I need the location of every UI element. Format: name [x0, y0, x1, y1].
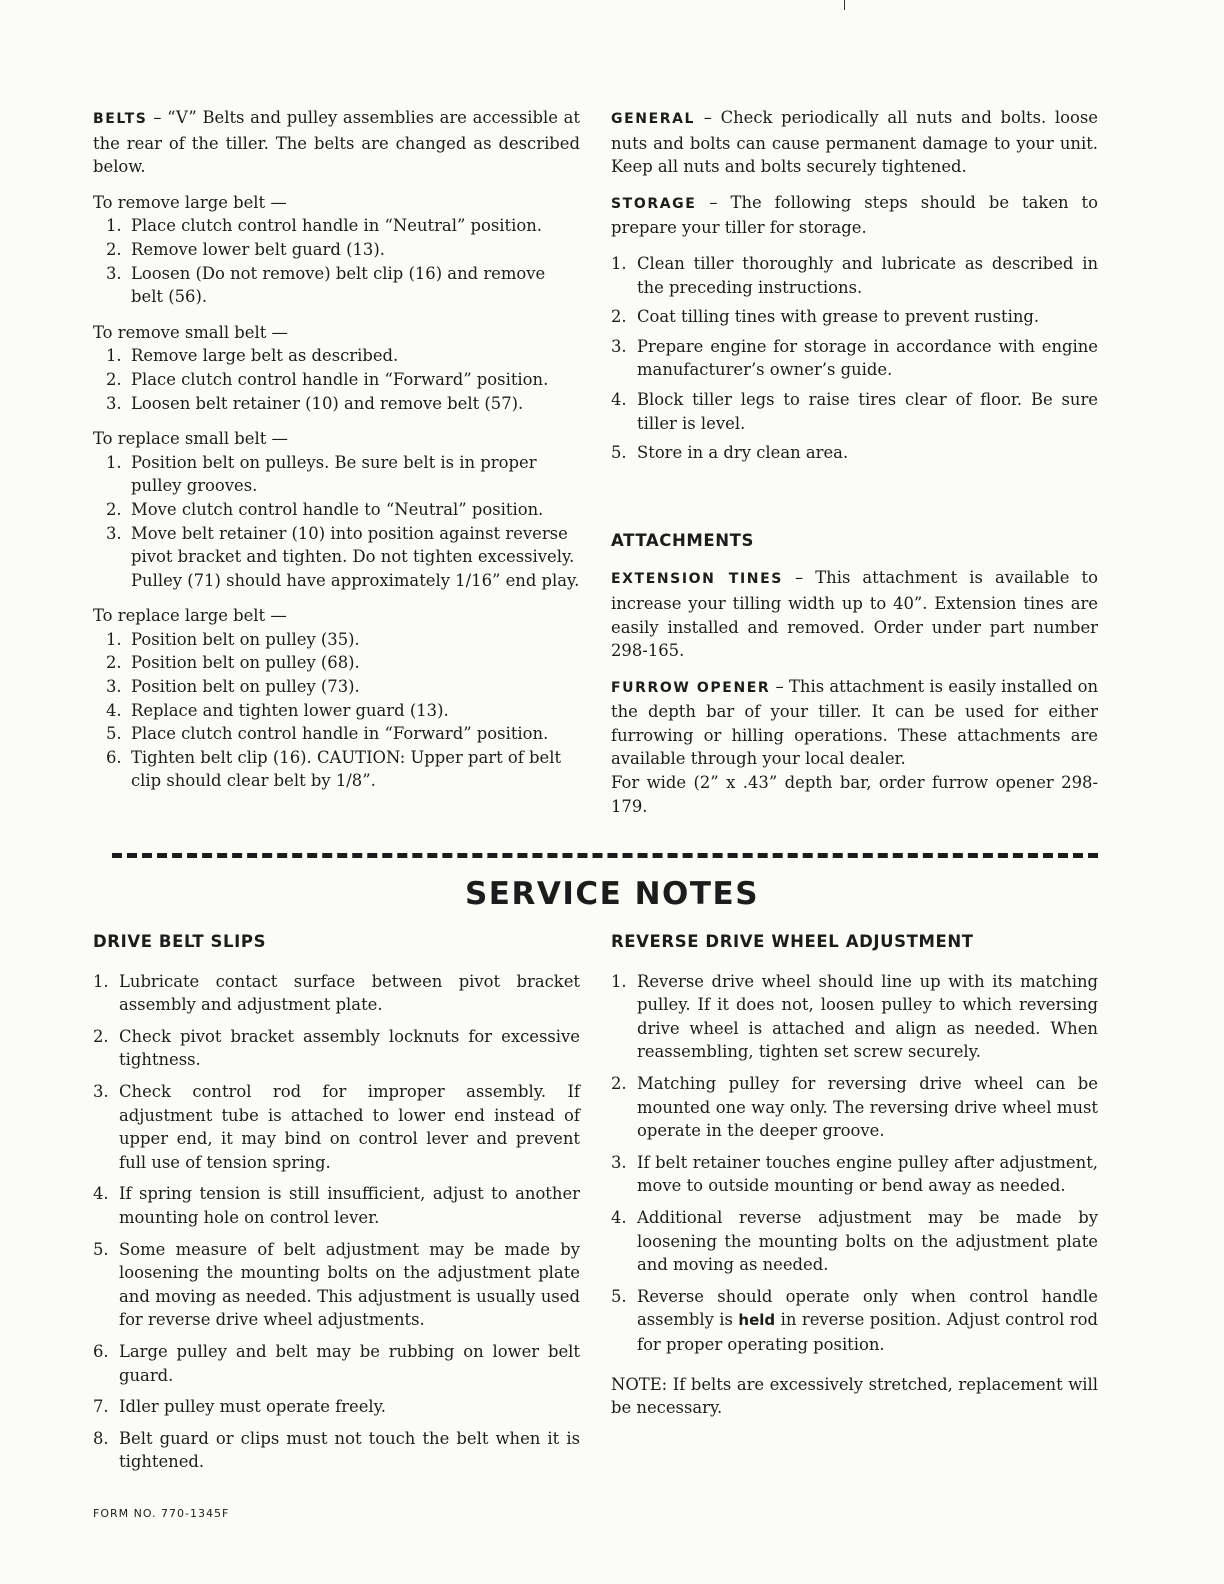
remove-small-belt	[93, 321, 580, 415]
list-item: 2. Move clutch control handle to “Neutral” position.	[106, 499, 544, 519]
list-item: 1. Place clutch control handle in “Neutral” position.	[106, 216, 543, 236]
list-item: 8. Belt guard or clips must not touch the belt when it is tightened.	[93, 1428, 580, 1472]
list-item: 2. Position belt on pulley (68).	[106, 653, 360, 673]
list-item: 3. Check control rod for improper assembly. If adjustment tube is attached to lower end instead of upper end, it may bind on control lever and prevent full use of tension spring.	[93, 1081, 580, 1172]
drive-belt-heading: DRIVE BELT SLIPS	[93, 932, 267, 951]
group-intro: To remove large belt —	[93, 192, 287, 212]
group-intro: To replace large belt —	[93, 606, 287, 626]
extension-tines-paragraph: EXTENSION TINES – This attachment is available to increase your tilling width up to 40”. Extension tines are easily installed and removed. Order under part number 298-165.	[611, 568, 1098, 661]
belts-text: – “V” Belts and pulley assemblies are accessible at the rear of the tiller. The belts are changed as described below.	[93, 108, 580, 177]
attachments-heading: ATTACHMENTS	[611, 530, 755, 550]
list-item: 1. Lubricate contact surface between pivot bracket assembly and adjustment plate.	[93, 971, 580, 1015]
list-item: 3. Position belt on pulley (73).	[106, 677, 360, 697]
list-item: 3. If belt retainer touches engine pulley after adjustment, move to outside mounting or bend away as needed.	[611, 1152, 1098, 1196]
belts-section	[93, 106, 580, 805]
drive-belt-slips-section	[93, 930, 580, 1482]
list-item: 2. Remove lower belt guard (13).	[106, 239, 385, 259]
group-intro: To remove small belt —	[93, 322, 288, 342]
list-item: 7. Idler pulley must operate freely.	[93, 1397, 386, 1417]
general-lead: GENERAL	[611, 111, 696, 127]
group-intro: To replace small belt —	[93, 429, 288, 449]
page-edge-mark	[844, 0, 845, 10]
list-item: 4. If spring tension is still insufficient, adjust to another mounting hole on control lever.	[93, 1184, 580, 1227]
belts-intro	[93, 106, 580, 179]
replace-small-belt	[93, 427, 580, 592]
list-item: 4. Block tiller legs to raise tires clear of floor. Be sure tiller is level.	[611, 389, 1098, 433]
list-item: 2. Check pivot bracket assembly locknuts for excessive tightness.	[93, 1026, 580, 1070]
list-item: 6. Tighten belt clip (16). CAUTION: Upper part of belt clip should clear belt by 1/8”.	[106, 747, 562, 791]
list-item: 1. Clean tiller thoroughly and lubricate as described in the preceding instructions.	[611, 253, 1098, 297]
list-item: 2. Place clutch control handle in “Forward” position.	[106, 369, 549, 389]
list-item: 1. Position belt on pulley (35).	[106, 629, 360, 649]
list-item: 1. Remove large belt as described.	[106, 346, 399, 366]
list-item: 4. Replace and tighten lower guard (13).	[106, 700, 449, 720]
list-item: 4. Additional reverse adjustment may be made by loosening the mounting bolts on the adjustment plate and moving as needed.	[611, 1207, 1098, 1275]
list-item: 2. Coat tilling tines with grease to prevent rusting.	[611, 307, 1040, 327]
list-item: 1. Reverse drive wheel should line up with its matching pulley. If it does not, loosen pulley to which reversing drive wheel is attached and align as needed. When reassembling, tighten set screw securely.	[611, 971, 1098, 1062]
list-item: 1. Position belt on pulleys. Be sure belt is in proper pulley grooves.	[106, 452, 537, 496]
general-paragraph: GENERAL – Check periodically all nuts and bolts. loose nuts and bolts can cause permanent damage to your unit. Keep all nuts and bolts securely tightened.	[611, 108, 1098, 177]
dashed-divider	[112, 853, 1098, 858]
list-item: 2. Matching pulley for reversing drive wheel can be mounted one way only. The reversing drive wheel must operate in the deeper groove.	[611, 1073, 1098, 1141]
list-item: 5. Reverse should operate only when control handle assembly is held in reverse position. Adjust control rod for proper operating position.	[611, 1286, 1098, 1354]
general-storage-section	[611, 106, 1098, 830]
list-item: 3. Loosen (Do not remove) belt clip (16) and remove belt (56).	[106, 263, 546, 307]
list-item: 3. Move belt retainer (10) into position against reverse pivot bracket and tighten. Do not tighten excessively. Pulley (71) should have approximately 1/16” end play.	[106, 523, 580, 590]
remove-large-belt	[93, 191, 580, 309]
reverse-drive-heading: REVERSE DRIVE WHEEL ADJUSTMENT	[611, 932, 974, 951]
furrow-opener-paragraph: FURROW OPENER – This attachment is easily installed on the depth bar of your tiller. It can be used for either furrowing or hilling operations. These attachments are available through your local dealer.	[611, 676, 1099, 769]
list-item: 5. Place clutch control handle in “Forward” position.	[106, 724, 549, 744]
page-title: SERVICE NOTES	[464, 876, 760, 912]
list-item: 5. Some measure of belt adjustment may be made by loosening the mounting bolts on the adjustment plate and moving as needed. This adjustment is usually used for reverse drive wheel adjustments.	[93, 1239, 580, 1330]
furrow-order: For wide (2” x .43” depth bar, order furrow opener 298-179.	[611, 773, 1098, 816]
storage-lead: STORAGE	[611, 195, 697, 212]
storage-steps	[611, 252, 1098, 465]
belts-lead: BELTS	[93, 111, 148, 127]
list-item: 6. Large pulley and belt may be rubbing on lower belt guard.	[93, 1341, 580, 1385]
list-item: 3. Prepare engine for storage in accordance with engine manufacturer’s owner’s guide.	[611, 336, 1098, 380]
list-item: 5. Store in a dry clean area.	[611, 443, 849, 463]
reverse-drive-section	[611, 930, 1098, 1432]
replace-large-belt	[93, 604, 580, 793]
belt-stretch-note: NOTE: If belts are excessively stretched, replacement will be necessary.	[611, 1374, 1098, 1418]
storage-paragraph: STORAGE – The following steps should be taken to prepare your tiller for storage.	[611, 192, 1098, 238]
list-item: 3. Loosen belt retainer (10) and remove belt (57).	[106, 393, 524, 413]
form-number: FORM NO. 770-1345F	[93, 1507, 230, 1520]
